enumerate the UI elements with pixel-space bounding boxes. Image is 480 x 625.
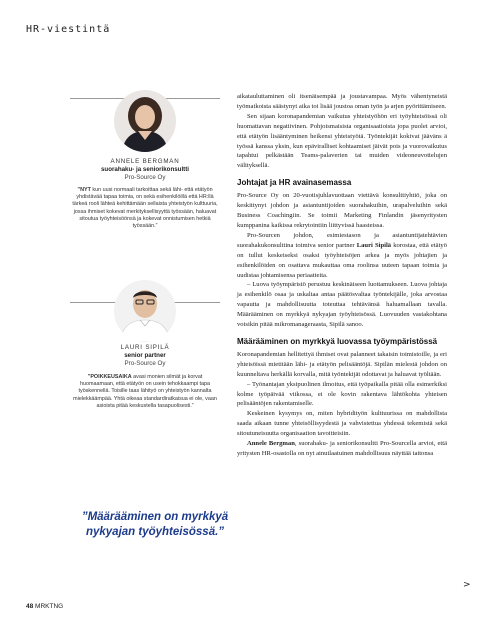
article-paragraph: Koronapandemian hellitettyä ihmiset ovat palanneet takaisin toimistoille, ja eri yhteisöissä mietitään lähi- ja etätyön pelisääntöjä. Sipilän mielestä johdon on kuunneltava herkällä korvalla, mitä työntekijät odottavat ja haluavat työltään.	[237, 350, 447, 378]
profile-card-annele	[70, 90, 220, 260]
chevron-right-icon: >	[463, 580, 471, 590]
person-quote	[70, 187, 220, 230]
page-footer	[26, 603, 63, 610]
article-paragraph: Sen sijaan koronapandemian vaikutus yhteistyöhön eri työyhteisöissä oli huomattavan negatiivinen. Pohjoismaisista organisaatioista jopa puolet arvioi, että etätyön lisääntyminen heikensi yhteistyötä. Työntekijät kokivat jääväns ä työssä kanssa yksin, kun epäviralliset kohtaamiset jäivät pois ja vuorovaikutus tapahtui pelkästään Teams-palaverien tai muiden videoneuvottelujen välityksellä.	[237, 112, 447, 170]
section-label: HR-viestintä	[26, 24, 111, 35]
person-name: LAURI SIPILÄ	[120, 344, 170, 351]
page-number: 48	[26, 603, 34, 610]
profile-card-lauri	[70, 280, 220, 420]
article-subheading: Määrääminen on myrkkyä luovassa työympäristössä	[237, 336, 438, 346]
pull-quote: ”Määrääminen on myrkkyä nykyajan työyhteisössä.”	[81, 511, 229, 538]
person-name-inline: Annele Bergman	[247, 440, 295, 448]
article-column	[237, 92, 447, 459]
article-subheading: Johtajat ja HR avainasemassa	[237, 178, 352, 188]
article-paragraph: – Luova työympäristö perustuu keskinäiseen luottamukseen. Luova johtaja ja esihenkilö osaa ja uskaltaa antaa päätösvaltaa työntekijälle, joka arvostaa vapautta ja mahdollisuutta toteuttaa tehtävänsä haluamallaan tavalla. Määrääminen on myrkkyä nykyajan työyhteisössä. Luovuuden vastakohtana voisikin pitää mikromanageraasta, Sipilä sanoo.	[237, 281, 447, 329]
article-paragraph	[237, 231, 447, 281]
person-org: Pro-Source Oy	[124, 174, 166, 181]
quote-lead: ”NYT	[77, 187, 91, 193]
article-paragraph: Keskeinen kysymys on, miten hybridityön kulttuurissa on mahdollista saada aikaan tunne yhteisöllisyydestä ja vahvistettua yhdessä tekemistä sekä sitoutuneisuutta organisaation tavoitteisiin.	[237, 410, 447, 438]
quote-text: avasi monien silmät ja korvat huomaamaan, että etätyön on usein tehokkaampi tapa työskennellä. Toisille taas lähityö on yhteistyön kannalta mielekkäämpää. Yhtä oikeaa standardiratkaisua ei ole, vaan asioista pitää keskustella tasapuolisesti.”	[73, 374, 217, 409]
paragraph-text: korostaa, että etätyö on tullut keskeiseksi osaksi työyhteisöjen arkea ja myös johtajien ja esihenkilöiden on osattava mukauttaa oma roolinsa uuteen tapaan toimia ja uudistaa johtamisensa periaatteita.	[237, 241, 448, 279]
person-org: Pro-Source Oy	[124, 360, 166, 367]
quote-text: kun uusi normaali tarkoittaa sekä lähi- että etätyön yhdistävää tapaa toimia, on sekä esihenkilöillä että HR:llä tärkeä rooli lähteä kehittämään sellaista yhteistyön kulttuuria, jossa ihmiset kokevat merkityksellisyyttä työssään, haluavat sitoutua työyhteisöönsä ja kokevat onnistumisen hetkiä työssään.”	[72, 187, 218, 230]
article-paragraph: Pro-Source Oy on 20-vuotisjuhlavuottaan viettävä konsulttiyhtiö, joka on keskittynyt johdon ja asiantuntijoiden suorahakuihin, urapalveluihin sekä Business Coachingiin. Se toimii Marketing Finlandin jäsenyritysten kumppanina kaikissa rekrytointiin liittyvissä haasteissa.	[237, 192, 447, 229]
article-paragraph: aikatauluttaminen oli itsenäisempää ja joustavampaa. Myös vähentyneistä työmatkoista säästynyt aika toi lisää joustoa oman työn ja arjen pyörittämiseen.	[237, 93, 447, 110]
person-name: ANNELE BERGMAN	[110, 158, 180, 165]
quote-lead: ”POIKKEUSAIKA	[87, 374, 132, 380]
paragraph-text: Pro-Sourcen johdon, esimiestason ja asiantuntijatehtävien suorahakukonsulttina toimiva senior partner	[237, 231, 447, 249]
person-quote	[70, 374, 220, 410]
person-role: suorahaku- ja seniorikonsultti	[100, 166, 190, 173]
person-name-inline: Lauri Sipilä	[356, 241, 392, 249]
avatar-annele	[114, 90, 176, 152]
article-paragraph	[237, 439, 447, 459]
article-paragraph: – Työnantajan yksipuolinen ilmoitus, että työpaikalla pitää olla esimerkiksi kolme työpäivää viikossa, ei ole kovin rakentava lähtökohta yhteisen pelisääntöjen rakentamiselle.	[237, 380, 447, 408]
magazine-name: MRKTNG	[35, 603, 64, 610]
paragraph-text: , suorahaku- ja seniorikonsultti Pro-Sourcella arvioi, että yritysten HR-osastolla on nyt ainutlaatuinen mahdollisuus näyttää taitonsa	[237, 440, 448, 457]
person-role: senior partner	[124, 352, 166, 359]
avatar-lauri	[114, 280, 176, 342]
